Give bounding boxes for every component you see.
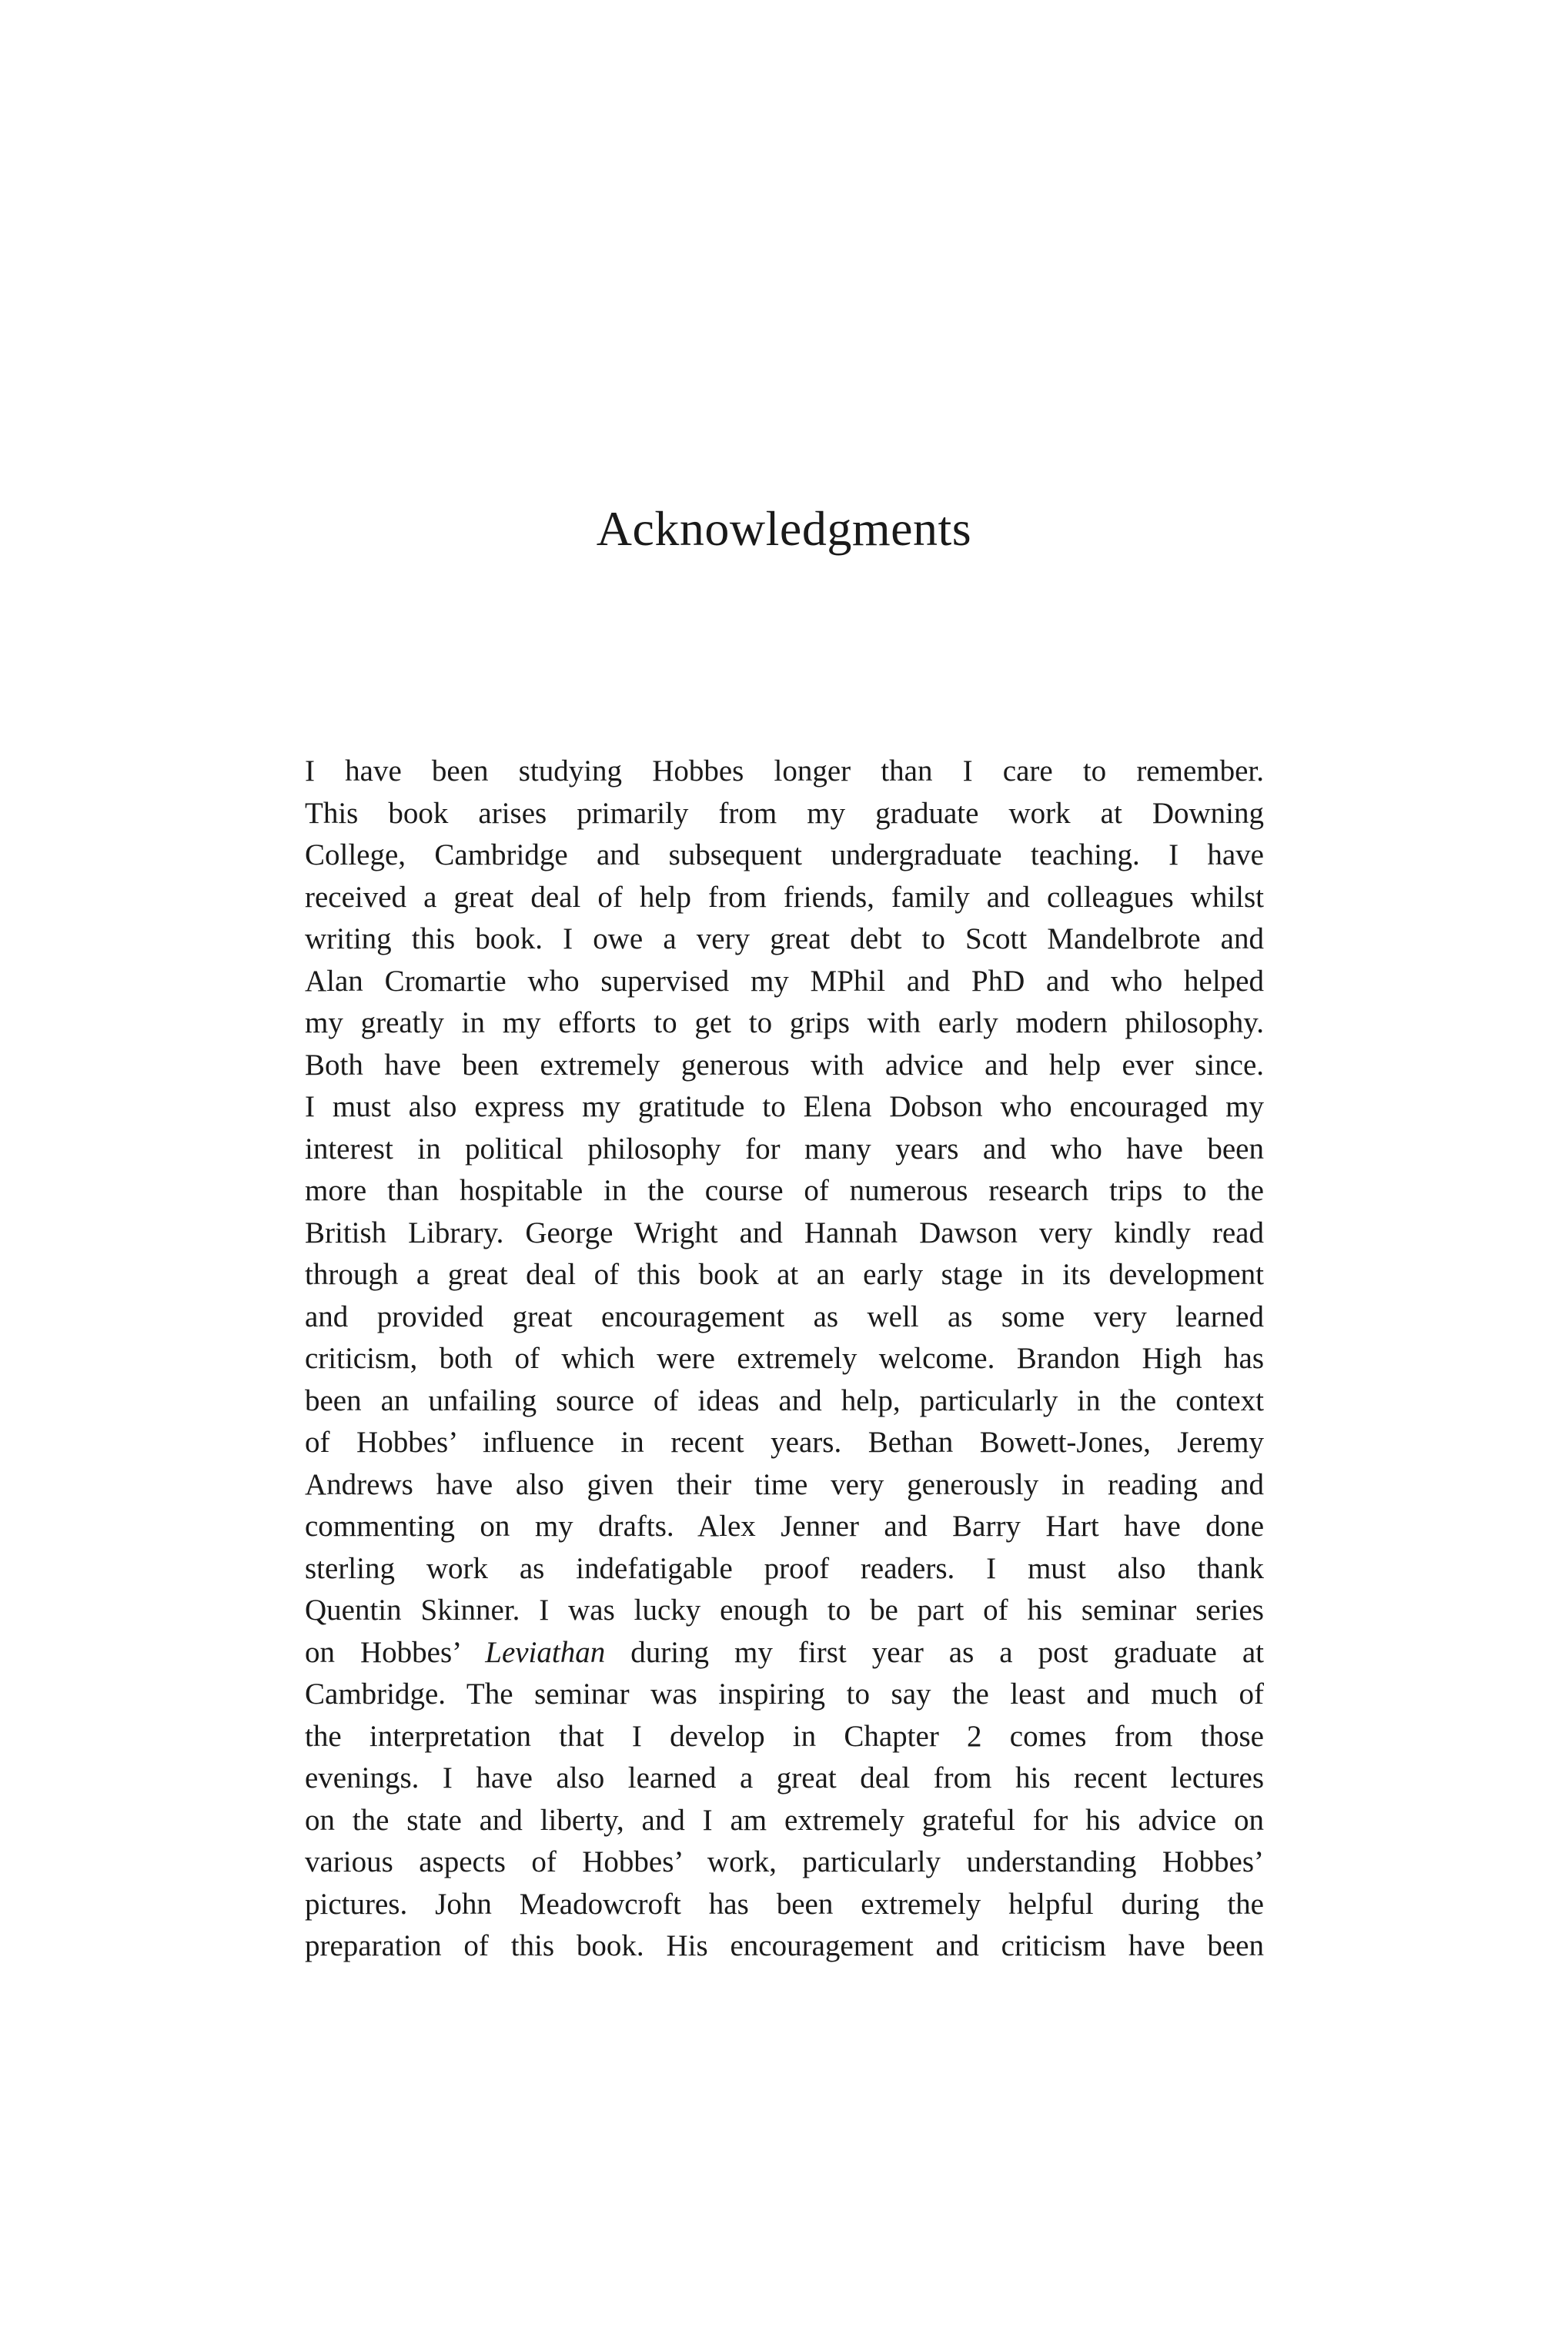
text-line: College, Cambridge and subsequent undergraduate teaching. I have: [305, 838, 1264, 871]
text-line: more than hospitable in the course of numerous research trips to the: [305, 1174, 1264, 1207]
text-line: Quentin Skinner. I was lucky enough to be part of his seminar series: [305, 1594, 1264, 1627]
text-line: commenting on my drafts. Alex Jenner and Barry Hart have done: [305, 1510, 1264, 1543]
text-line: Cambridge. The seminar was inspiring to say the least and much of: [305, 1677, 1264, 1711]
text-line: been an unfailing source of ideas and help, particularly in the context: [305, 1383, 1264, 1417]
body-text: [305, 751, 1264, 1968]
book-title-italic: Leviathan: [485, 1635, 606, 1669]
text-line: various aspects of Hobbes’ work, particularly understanding Hobbes’: [305, 1845, 1264, 1878]
text-line: British Library. George Wright and Hannah Dawson very kindly read: [305, 1216, 1264, 1249]
text-line: on Hobbes’ Leviathan during my first year as a post graduate at: [305, 1635, 1265, 1669]
text-line: the interpretation that I develop in Chapter 2 comes from those: [305, 1719, 1264, 1753]
text-line: received a great deal of help from friends, family and colleagues whilst: [305, 880, 1264, 914]
text-line: Alan Cromartie who supervised my MPhil and PhD and who helped: [305, 964, 1264, 998]
text-line: through a great deal of this book at an early stage in its development: [305, 1258, 1264, 1291]
text-line: I must also express my gratitude to Elena Dobson who encouraged my: [305, 1090, 1264, 1123]
text-line: writing this book. I owe a very great debt to Scott Mandelbrote and: [305, 922, 1264, 955]
text-line: evenings. I have also learned a great deal from his recent lectures: [305, 1761, 1264, 1794]
text-line: I have been studying Hobbes longer than I care to remember.: [305, 754, 1264, 788]
text-line: This book arises primarily from my graduate work at Downing: [305, 796, 1264, 830]
text-line: sterling work as indefatigable proof readers. I must also thank: [305, 1551, 1264, 1585]
text-line: preparation of this book. His encouragement and criticism have been: [305, 1929, 1264, 1962]
text-line: Both have been extremely generous with advice and help ever since.: [305, 1048, 1264, 1082]
page-title: Acknowledgments: [596, 501, 972, 556]
text-line: criticism, both of which were extremely welcome. Brandon High has: [305, 1342, 1264, 1375]
text-line: on the state and liberty, and I am extremely grateful for his advice on: [305, 1803, 1264, 1837]
text-line: of Hobbes’ influence in recent years. Bethan Bowett-Jones, Jeremy: [305, 1426, 1264, 1459]
text-line: interest in political philosophy for many years and who have been: [305, 1132, 1264, 1166]
text-line: my greatly in my efforts to get to grips with early modern philosophy.: [305, 1006, 1264, 1039]
text-line: pictures. John Meadowcroft has been extremely helpful during the: [305, 1887, 1264, 1921]
text-line: and provided great encouragement as well as some very learned: [305, 1299, 1264, 1333]
text-line: Andrews have also given their time very generously in reading and: [305, 1467, 1264, 1501]
